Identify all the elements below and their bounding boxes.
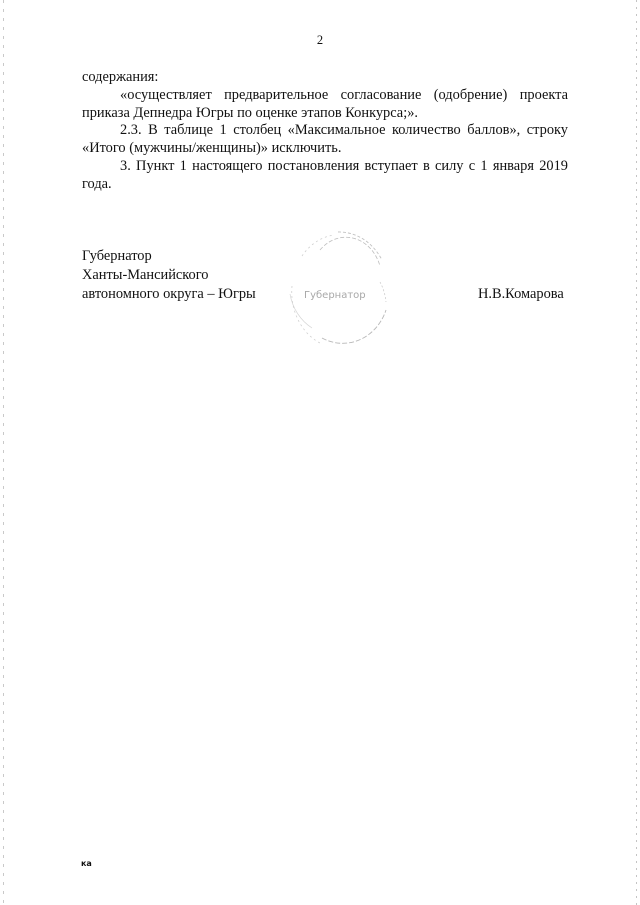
scan-edge-left bbox=[3, 0, 4, 905]
signer-title-line: Ханты-Мансийского bbox=[82, 267, 209, 283]
body-text bbox=[82, 69, 568, 194]
signer-title-line: Губернатор bbox=[82, 248, 152, 264]
signer-title-line: автономного округа – Югры bbox=[82, 286, 256, 302]
signer-title bbox=[82, 247, 256, 304]
paragraph-continuation: содержания: bbox=[82, 69, 159, 85]
stamp-seal-icon bbox=[282, 226, 394, 354]
paragraph-quote: «осуществляет предварительное согласование (одобрение) проекта приказа Депнедра Югры по оценке этапов Конкурса;». bbox=[82, 86, 568, 121]
footer-mark: ка bbox=[81, 859, 92, 868]
signer-name: Н.В.Комарова bbox=[478, 286, 564, 302]
paragraph-2-3: 2.3. В таблице 1 столбец «Максимальное количество баллов», строку «Итого (мужчины/женщины)» исключить. bbox=[82, 122, 568, 157]
paragraph-3: 3. Пункт 1 настоящего постановления вступает в силу с 1 января 2019 года. bbox=[82, 157, 568, 192]
stamp-text: Губернатор bbox=[304, 290, 366, 301]
scan-edge-right bbox=[636, 0, 637, 905]
page-number: 2 bbox=[316, 33, 324, 47]
